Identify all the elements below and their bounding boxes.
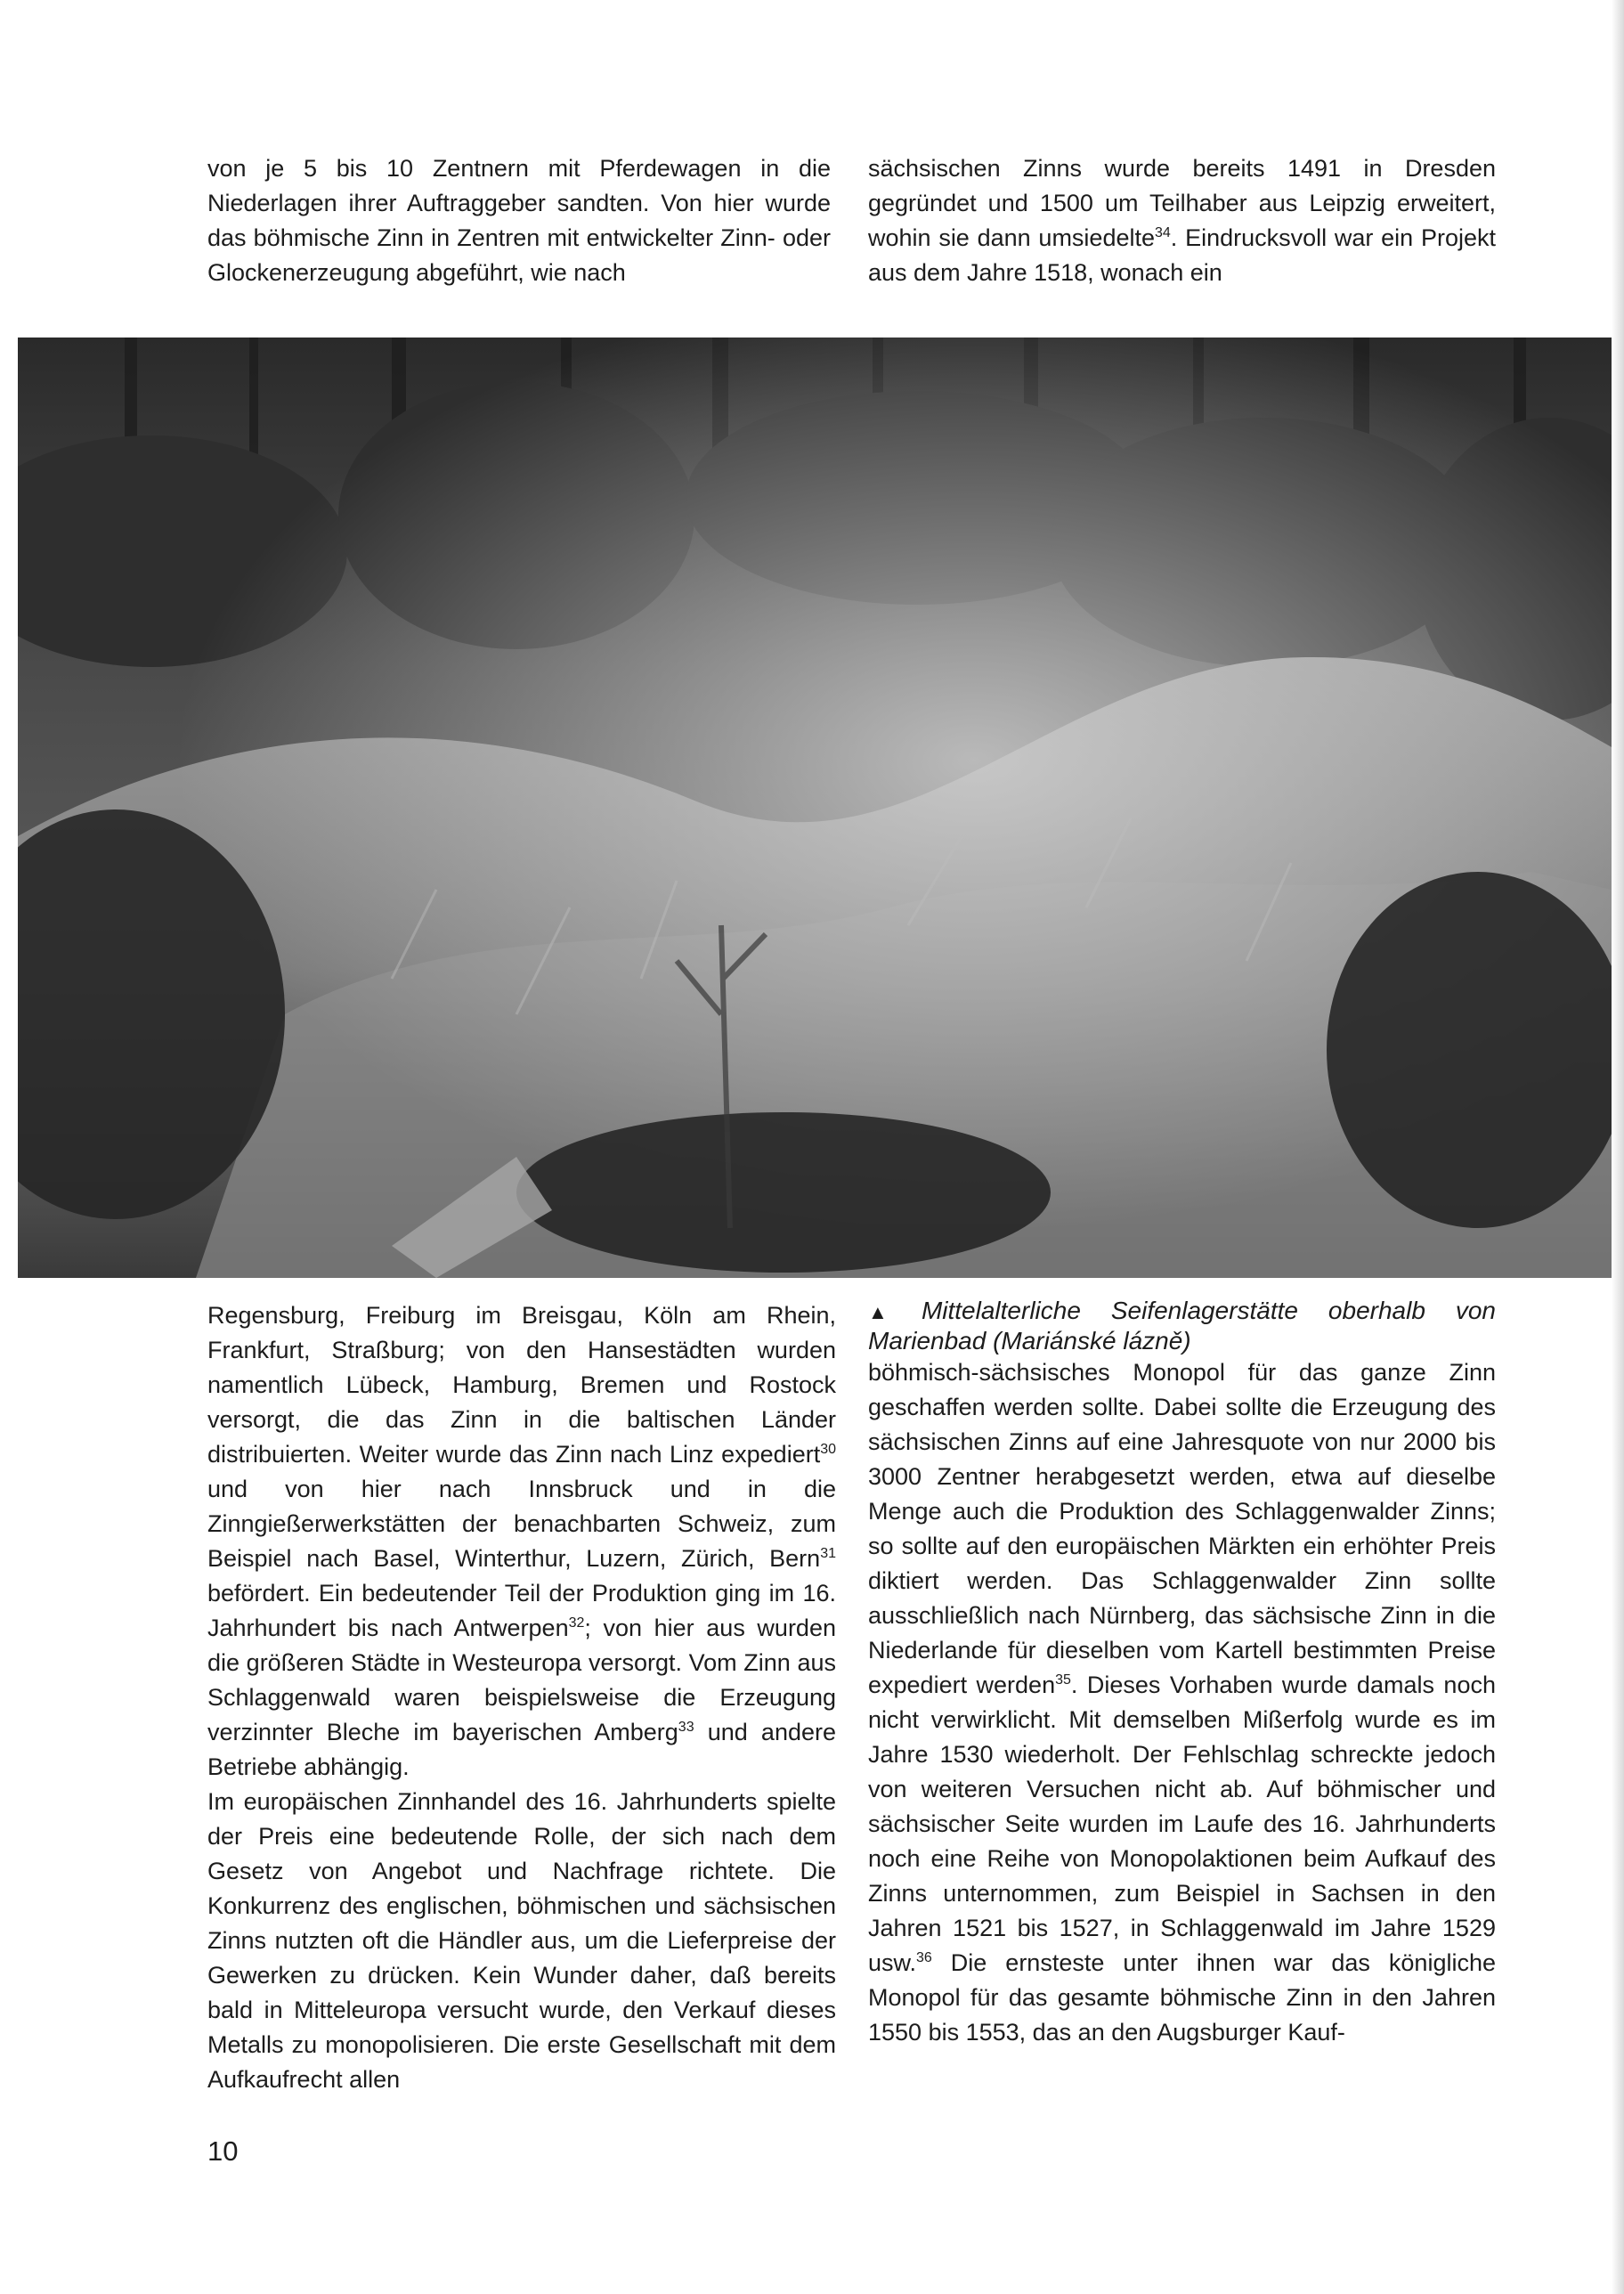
text-run: Die ernsteste unter ihnen war das königliche Monopol für das gesamte böhmische Zinn in den Jahren 1550 bis 1553, das an den Augsburger Kauf-: [868, 1949, 1496, 2046]
text-run: . Dieses Vorhaben wurde damals noch nicht verwirklicht. Mit demselben Mißerfolg wurde es im Jahre 1530 wiederholt. Der Fehlschlag schreckte jedoch von weiteren Versuchen nicht ab. Auf böhmischer und sächsischer Seite wurden im Laufe des 16. Jahrhunderts noch eine Reihe von Monopolaktionen beim Aufkauf des Zinns unternommen, zum Beispiel in Sachsen in den Jahren 1521 bis 1527, in Schlaggenwald im Jahre 1529 usw.: [868, 1672, 1496, 1976]
book-gutter-shadow: [1612, 0, 1624, 2294]
footnote-ref-36: 36: [916, 1950, 932, 1965]
footnote-ref-34: 34: [1155, 225, 1171, 240]
footnote-ref-33: 33: [678, 1720, 694, 1735]
text-column-top-left: [207, 151, 831, 290]
text-column-bottom-left: [207, 1298, 836, 2097]
footnote-ref-35: 35: [1055, 1672, 1071, 1688]
forest-clearing-illustration: [18, 338, 1612, 1278]
footnote-ref-30: 30: [820, 1442, 836, 1457]
text-run: Regensburg, Freiburg im Breisgau, Köln am Rhein, Frankfurt, Straßburg; von den Hansestädten wurden namentlich Lübeck, Hamburg, Bremen und Rostock versorgt, die das Zinn in die baltischen Länder distribuierten. Weiter wurde das Zinn nach Linz expediert: [207, 1302, 836, 1468]
caption-text: Mittelalterliche Seifenlagerstätte oberhalb von Marienbad (Mariánské lázně): [868, 1297, 1496, 1354]
paragraph: [868, 151, 1496, 290]
paragraph: [207, 1298, 836, 1785]
text-run: und andere Betriebe abhängig.: [207, 1719, 836, 1780]
landscape-photo: [18, 338, 1612, 1278]
text-run: sächsischen Zinns wurde bereits 1491 in Dresden gegründet und 1500 um Teilhaber aus Leipzig erweitert, wohin sie dann umsiedelte: [868, 155, 1496, 251]
text-column-bottom-right: [868, 1297, 1496, 2050]
footnote-ref-32: 32: [568, 1615, 585, 1631]
paragraph: von je 5 bis 10 Zentnern mit Pferdewagen in die Niederlagen ihrer Auftraggeber sandten. Von hier wurde das böhmische Zinn in Zentren mit entwickelter Zinn- oder Glockenerzeugung abgeführt, wie nach: [207, 155, 831, 286]
text-run: böhmisch-sächsisches Monopol für das ganze Zinn geschaffen werden sollte. Dabei sollte die Erzeugung des sächsischen Zinns auf eine Jahresquote von nur 2000 bis 3000 Zentner herabgesetzt werden, etwa auf dieselbe Menge auch die Produktion des Schlaggenwalder Zinns; so sollte auf den europäischen Märkten ein erhöhter Preis diktiert werden. Das Schlaggenwalder Zinn sollte ausschließlich nach Nürnberg, das sächsische Zinn in die Niederlande für dieselben vom Kartell bestimmten Preise expediert werden: [868, 1359, 1496, 1698]
paragraph: Im europäischen Zinnhandel des 16. Jahrhunderts spielte der Preis eine bedeutende Rolle, der sich nach dem Gesetz von Angebot und Nachfrage richtete. Die Konkurrenz des englischen, böhmischen und sächsischen Zinns nutzten oft die Händler aus, um die Lieferpreise der Gewerken zu drücken. Kein Wunder daher, daß bereits bald in Mitteleuropa versucht wurde, den Verkauf dieses Metalls zu monopolisieren. Die erste Gesellschaft mit dem Aufkaufrecht allen: [207, 1788, 836, 2093]
footnote-ref-31: 31: [820, 1546, 836, 1561]
text-column-top-right: [868, 151, 1496, 290]
page-number: 10: [207, 2135, 239, 2167]
text-run: und von hier nach Innsbruck und in die Zinngießerwerkstätten der benachbarten Schweiz, zum Beispiel nach Basel, Winterthur, Luzern, Zürich, Bern: [207, 1476, 836, 1572]
triangle-up-icon: ▲: [868, 1301, 911, 1323]
text-run: befördert. Ein bedeutender Teil der Produktion ging im 16. Jahrhundert bis nach Antwerpen: [207, 1580, 836, 1641]
text-run: . Eindrucksvoll war ein Projekt aus dem Jahre 1518, wonach ein: [868, 224, 1496, 286]
text-run: ; von hier aus wurden die größeren Städte in Westeuropa versorgt. Vom Zinn aus Schlaggenwald waren beispielsweise die Erzeugung verzinnter Bleche im bayerischen Amberg: [207, 1615, 836, 1745]
photo-caption: [868, 1297, 1496, 1355]
paragraph: [868, 1355, 1496, 2050]
